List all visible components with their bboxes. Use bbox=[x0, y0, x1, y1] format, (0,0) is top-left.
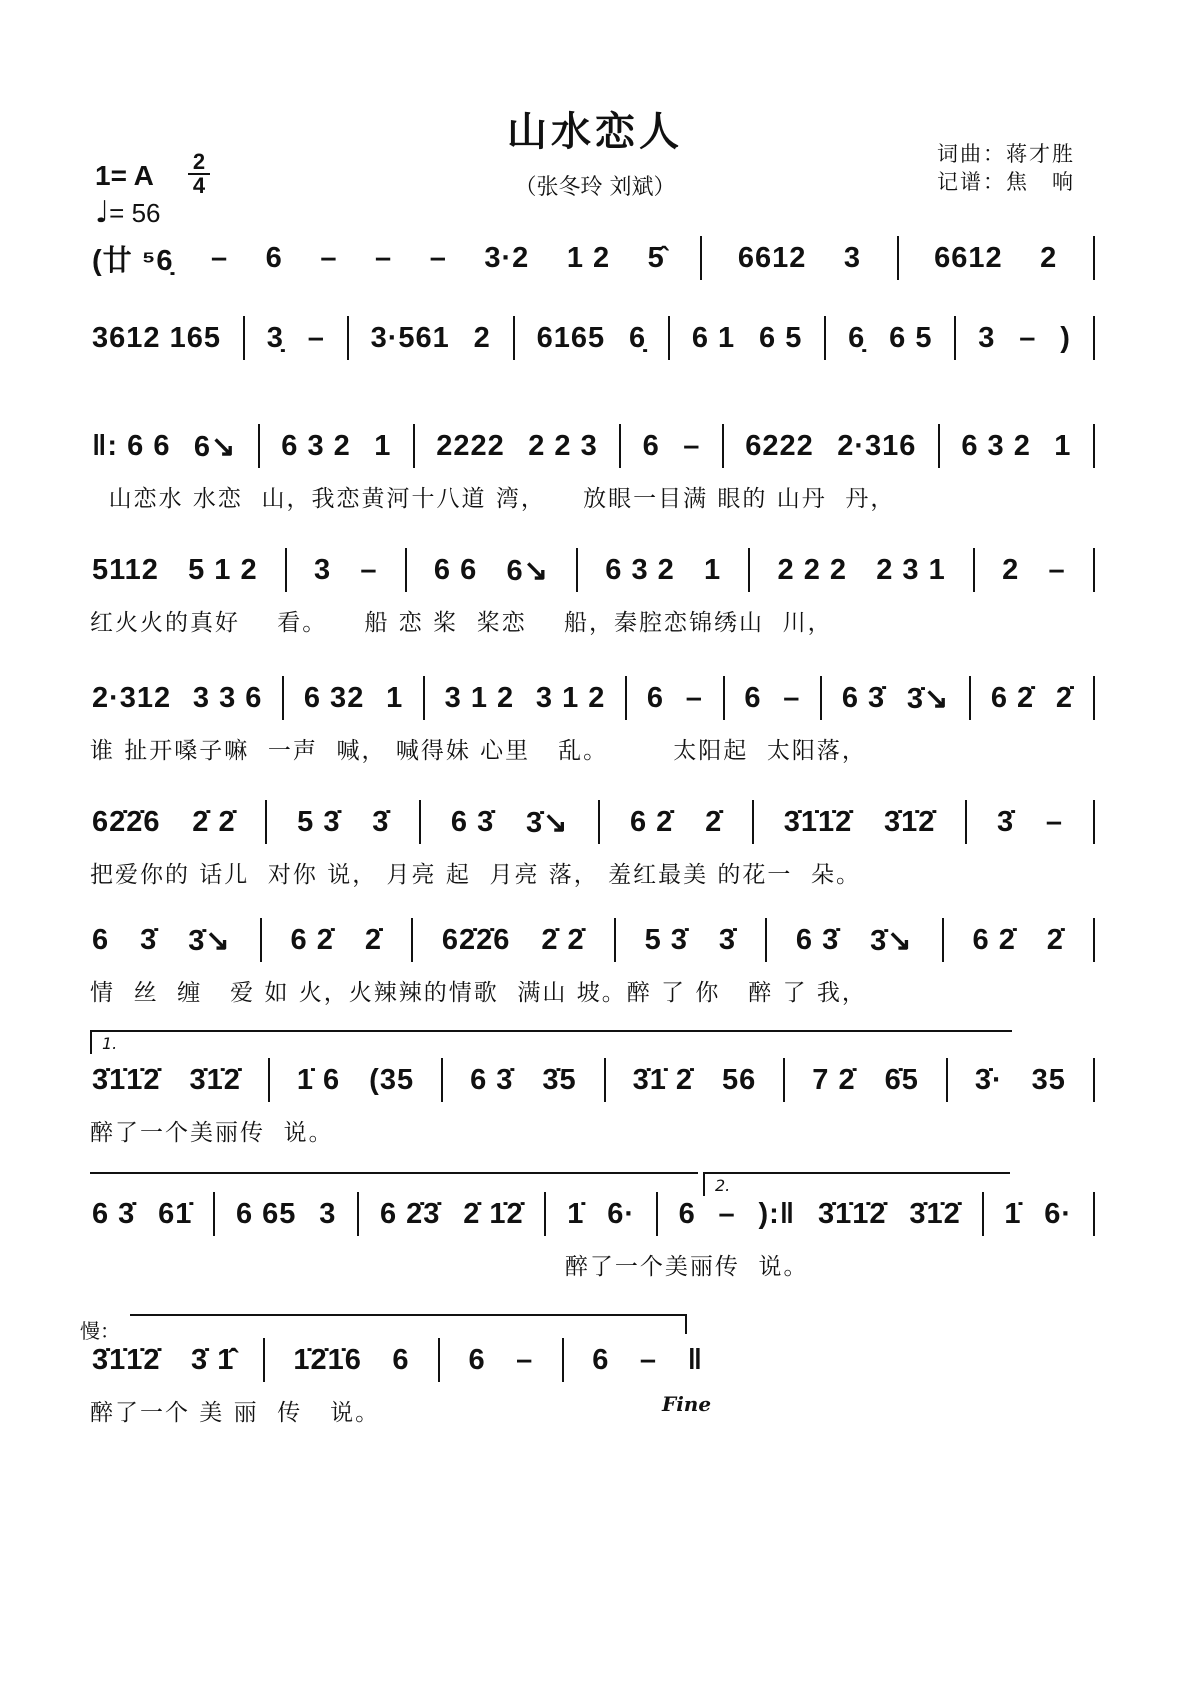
bar-line bbox=[1093, 676, 1095, 720]
note-group: 2222 bbox=[436, 429, 505, 462]
note-group: ):‖ bbox=[758, 1197, 796, 1230]
bar-line bbox=[982, 1192, 984, 1236]
bar-line bbox=[1093, 918, 1095, 962]
note-group: – bbox=[307, 321, 325, 354]
bar-line bbox=[544, 1192, 546, 1236]
note-group: 6 5 bbox=[759, 321, 803, 354]
bar-line bbox=[1093, 236, 1095, 280]
note-group: 3612 165 bbox=[92, 321, 221, 354]
note-group: – bbox=[360, 553, 378, 586]
note-group: 6612 bbox=[934, 241, 1003, 274]
beam-underlines bbox=[90, 362, 1095, 374]
note-group: 6̇5 bbox=[884, 1063, 919, 1096]
note-group: – bbox=[783, 681, 801, 714]
note-group: 2̇ bbox=[1055, 681, 1074, 714]
note-group: – bbox=[516, 1343, 534, 1376]
bar-line bbox=[265, 800, 267, 844]
note-group: 2·312 bbox=[92, 681, 172, 714]
bar-line bbox=[942, 918, 944, 962]
notation-line bbox=[90, 800, 1095, 844]
tempo-marking bbox=[95, 195, 160, 230]
note-group: (35 bbox=[369, 1063, 415, 1096]
note-group: 1 bbox=[374, 429, 392, 462]
bar-line bbox=[413, 424, 415, 468]
note-group: 6 6 bbox=[433, 553, 478, 586]
bar-line bbox=[405, 548, 407, 592]
note-group: 6 bbox=[744, 681, 762, 714]
first-ending-label: 1. bbox=[102, 1034, 118, 1053]
note-group: – bbox=[375, 241, 393, 274]
note-group: 6 3 2 bbox=[605, 553, 675, 586]
note-group: 3̇1̇2̇ bbox=[909, 1197, 961, 1230]
bar-line bbox=[258, 424, 260, 468]
note-group: 6 2̇ bbox=[290, 923, 334, 956]
bar-line bbox=[419, 800, 421, 844]
notation-line bbox=[90, 316, 1095, 360]
note-group: 2 bbox=[473, 321, 491, 354]
note-group: 6 2̇3̇ bbox=[379, 1197, 441, 1230]
note-group: 2 3 1 bbox=[876, 553, 946, 586]
note-group: 2 bbox=[1002, 553, 1020, 586]
note-group: 2·316 bbox=[837, 429, 917, 462]
note-group: 6 bbox=[392, 1343, 410, 1376]
note-group: 3̇1̇1̇2̇ bbox=[783, 805, 853, 838]
note-group: 6 1 bbox=[691, 321, 736, 354]
note-group: 1 2 bbox=[566, 241, 611, 274]
note-group: 6 3̇ bbox=[470, 1063, 514, 1096]
bar-line bbox=[576, 548, 578, 592]
notation-line bbox=[90, 236, 1095, 280]
bar-line bbox=[1093, 424, 1095, 468]
note-group: 2 bbox=[1040, 241, 1058, 274]
bar-line bbox=[598, 800, 600, 844]
note-group: 3̇ bbox=[372, 805, 390, 838]
time-signature bbox=[188, 149, 210, 198]
bar-line bbox=[954, 316, 956, 360]
note-group: 6 bbox=[678, 1197, 696, 1230]
note-group: 3̇↘ bbox=[188, 924, 231, 957]
lyrics-line: 山恋水 水恋 山，我恋黄河十八道 湾， 放眼一目满 眼的 山丹 丹， bbox=[90, 486, 896, 512]
note-group: 6 3̇ bbox=[92, 1197, 136, 1230]
note-group: 6 65 bbox=[235, 1197, 297, 1230]
notation-line bbox=[90, 1338, 705, 1382]
note-group: 6 3 2 bbox=[961, 429, 1031, 462]
note-group: 3 1 2 bbox=[535, 681, 606, 714]
key-signature: 1= A bbox=[95, 160, 154, 191]
lyrics-line: 醉了一个美丽传 说。 bbox=[90, 1254, 809, 1280]
beam-underlines bbox=[90, 282, 1095, 294]
bar-line bbox=[268, 1058, 270, 1102]
note-group: 3̇1̇1̇2̇ bbox=[818, 1197, 887, 1230]
bar-line bbox=[938, 424, 940, 468]
note-group: 2 2 3 bbox=[528, 429, 598, 462]
note-group: 6· bbox=[607, 1197, 635, 1230]
note-group: ‖ bbox=[687, 1343, 703, 1376]
lyrics-line: 情 丝 缠 爱 如 火，火辣辣的情歌 满山 坡。醉 了 你 醉 了 我， bbox=[90, 980, 867, 1006]
note-group: 2̇ bbox=[1046, 923, 1064, 956]
note-group: 6 2̇ bbox=[972, 923, 1016, 956]
note-group: 6612 bbox=[737, 241, 807, 274]
bar-line bbox=[765, 918, 767, 962]
note-group: 6 2̇ bbox=[990, 681, 1035, 714]
note-group: – bbox=[1019, 321, 1037, 354]
note-group: 62̇2̇6 bbox=[441, 923, 511, 956]
note-group: 6 5 bbox=[889, 321, 933, 354]
note-group: 1 bbox=[386, 681, 404, 714]
bar-line bbox=[1093, 316, 1095, 360]
bar-line bbox=[357, 1192, 359, 1236]
note-group: 56 bbox=[722, 1063, 757, 1096]
note-group: 1̇ bbox=[567, 1197, 585, 1230]
note-group: 61̇ bbox=[158, 1197, 193, 1230]
bar-line bbox=[1093, 800, 1095, 844]
note-group: – bbox=[1048, 553, 1066, 586]
note-group: 6 32 bbox=[303, 681, 365, 714]
note-group: 6 3 2 bbox=[281, 429, 351, 462]
note-group: 6↘ bbox=[193, 430, 237, 463]
note-group: 3·561 bbox=[370, 321, 450, 354]
bar-line bbox=[722, 424, 724, 468]
notation-line bbox=[90, 424, 1095, 468]
bar-line bbox=[969, 676, 971, 720]
note-group: 6 3̇ bbox=[795, 923, 840, 956]
time-signature-top: 2 bbox=[192, 149, 206, 174]
bar-line bbox=[824, 316, 826, 360]
lyrics-line: 把爱你的 话儿 对你 说， 月亮 起 月亮 落， 羞红最美 的花一 朵。 bbox=[90, 862, 862, 888]
note-group: 2̇ 1̇2̇ bbox=[463, 1197, 524, 1230]
note-group: 3̇ bbox=[140, 923, 158, 956]
note-group: 1̇ bbox=[1004, 1197, 1022, 1230]
note-group: 6 bbox=[592, 1343, 610, 1376]
note-group: 6 3̇ bbox=[450, 805, 495, 838]
note-group: 1 bbox=[1054, 429, 1072, 462]
note-group: 6 bbox=[646, 681, 665, 714]
bar-line bbox=[973, 548, 975, 592]
note-group: – bbox=[429, 241, 447, 274]
bar-line bbox=[965, 800, 967, 844]
bar-line bbox=[723, 676, 725, 720]
bar-line bbox=[423, 676, 425, 720]
tempo-slow-marking: 慢： bbox=[80, 1319, 120, 1343]
bar-line bbox=[897, 236, 899, 280]
note-group: 3̇1̇1̇2̇ bbox=[92, 1343, 161, 1376]
bar-line bbox=[411, 918, 413, 962]
note-group: ‖: 6 6 bbox=[92, 429, 171, 462]
note-group: – bbox=[320, 241, 338, 274]
bar-line bbox=[656, 1192, 658, 1236]
note-group: 3̇ bbox=[718, 923, 736, 956]
note-group: 1 bbox=[704, 553, 722, 586]
bar-line bbox=[1093, 1192, 1095, 1236]
note-group: 6165 bbox=[536, 321, 606, 354]
first-ending-bracket bbox=[90, 1030, 1012, 1054]
bar-line bbox=[700, 236, 702, 280]
bar-line bbox=[783, 1058, 785, 1102]
note-group: 6 bbox=[468, 1343, 486, 1376]
bar-line bbox=[260, 918, 262, 962]
bar-line bbox=[668, 316, 670, 360]
note-group: 1̇2̇1̇6 bbox=[293, 1343, 362, 1376]
note-group: 3 bbox=[843, 241, 862, 274]
note-group: 62̇2̇6 bbox=[92, 805, 161, 838]
note-group: 5 3̇ bbox=[297, 805, 341, 838]
note-group: 3̣ bbox=[266, 321, 284, 354]
note-group: 6 bbox=[642, 429, 660, 462]
bar-line bbox=[347, 316, 349, 360]
note-group: 3̇1̇2̇ bbox=[189, 1063, 241, 1096]
bar-line bbox=[625, 676, 627, 720]
note-group: 2̇ 2̇ bbox=[541, 923, 585, 956]
bar-line bbox=[752, 800, 754, 844]
lyrics-line: 红火火的真好 看。 船 恋 桨 桨恋 船，秦腔恋锦绣山 川， bbox=[90, 610, 833, 636]
note-group: – bbox=[718, 1197, 736, 1230]
note-group: 6 bbox=[92, 923, 110, 956]
lyrics-line: 谁 扯开嗓子嘛 一声 喊， 喊得妹 心里 乱。 太阳起 太阳落， bbox=[90, 738, 867, 764]
bar-line bbox=[243, 316, 245, 360]
lyrics-line: 醉了一个 美 丽 传 说。 bbox=[90, 1400, 381, 1426]
bar-line bbox=[441, 1058, 443, 1102]
tempo-value: = 56 bbox=[109, 198, 161, 228]
bar-line bbox=[619, 424, 621, 468]
bar-line bbox=[562, 1338, 564, 1382]
note-group: – bbox=[639, 1343, 658, 1376]
note-group: 3 bbox=[978, 321, 996, 354]
note-group: 3̇↘ bbox=[870, 924, 913, 957]
note-group: 3̇1̇ 2̇ bbox=[632, 1063, 694, 1096]
note-group: 7 2̇ bbox=[812, 1063, 856, 1096]
note-group: (廿 ⁵6̣ bbox=[92, 244, 174, 277]
fine-marking: Fine bbox=[662, 1392, 712, 1416]
note-group: 6↘ bbox=[506, 554, 549, 587]
bar-line bbox=[438, 1338, 440, 1382]
note-group: 3̇1̇2̇ bbox=[884, 805, 936, 838]
note-group: – bbox=[685, 681, 703, 714]
second-ending-label: 2. bbox=[715, 1176, 731, 1195]
note-group: 3̇↘ bbox=[906, 682, 950, 715]
quarter-note-icon: ♩ bbox=[95, 195, 110, 230]
bar-line bbox=[1093, 548, 1095, 592]
bar-line bbox=[748, 548, 750, 592]
note-group: 6 3̇ bbox=[841, 681, 886, 714]
note-group: 2̇ 2̇ bbox=[192, 805, 236, 838]
notation-line bbox=[90, 918, 1095, 962]
bar-line bbox=[282, 676, 284, 720]
note-group: 6 bbox=[265, 241, 283, 274]
time-signature-bottom: 4 bbox=[192, 173, 206, 198]
note-group: 3̇ bbox=[996, 805, 1015, 838]
page-title: 山水恋人 bbox=[507, 109, 683, 155]
note-group: – bbox=[683, 429, 701, 462]
bar-line bbox=[604, 1058, 606, 1102]
note-group: 6̣ bbox=[848, 321, 866, 354]
bar-line bbox=[263, 1338, 265, 1382]
note-group: 5̂ bbox=[647, 241, 665, 274]
note-group: 5 1 2 bbox=[188, 553, 258, 586]
note-group: 3̇ 1̇̂ bbox=[191, 1343, 235, 1376]
bar-line bbox=[213, 1192, 215, 1236]
credit-transcriber: 记谱：焦 响 bbox=[937, 170, 1075, 194]
note-group: – bbox=[1045, 805, 1063, 838]
note-group: – bbox=[211, 241, 229, 274]
notation-line bbox=[90, 676, 1095, 720]
bar-line bbox=[820, 676, 822, 720]
notation-line bbox=[90, 1192, 1095, 1236]
note-group: 35 bbox=[1031, 1063, 1066, 1096]
note-group: 5 3̇ bbox=[644, 923, 688, 956]
slow-section-bracket bbox=[130, 1314, 687, 1334]
note-group: 3̇· bbox=[974, 1063, 1003, 1096]
note-group: 6 2̇ bbox=[629, 805, 674, 838]
first-ending-continuation bbox=[90, 1172, 698, 1174]
note-group: 3·2 bbox=[484, 241, 530, 274]
note-group: 2̇ bbox=[705, 805, 723, 838]
lyrics-line: 醉了一个美丽传 说。 bbox=[90, 1120, 334, 1146]
notation-line bbox=[90, 548, 1095, 592]
bar-line bbox=[1093, 1058, 1095, 1102]
note-group: 3 1 2 bbox=[444, 681, 515, 714]
note-group: 3̇5 bbox=[542, 1063, 577, 1096]
note-group: 6̣ bbox=[628, 321, 647, 354]
note-group: 3̇1̇1̇2̇ bbox=[92, 1063, 161, 1096]
note-group: 3 bbox=[314, 553, 332, 586]
credit-lyrics-music: 词曲：蒋才胜 bbox=[937, 142, 1075, 166]
note-group: 3 3 6 bbox=[192, 681, 263, 714]
note-group: 5112 bbox=[92, 553, 159, 586]
note-group: 6· bbox=[1044, 1197, 1073, 1230]
note-group: 3̇↘ bbox=[526, 806, 569, 839]
singers-subtitle: （张冬玲 刘斌） bbox=[514, 175, 676, 200]
bar-line bbox=[946, 1058, 948, 1102]
notation-line bbox=[90, 1058, 1095, 1102]
note-group: ) bbox=[1060, 321, 1071, 354]
note-group: 3 bbox=[319, 1197, 337, 1230]
note-group: 6222 bbox=[745, 429, 814, 462]
note-group: 1̇ 6 bbox=[296, 1063, 341, 1096]
note-group: 2 2 2 bbox=[777, 553, 848, 586]
bar-line bbox=[513, 316, 515, 360]
note-group: 2̇ bbox=[364, 923, 382, 956]
bar-line bbox=[614, 918, 616, 962]
bar-line bbox=[285, 548, 287, 592]
